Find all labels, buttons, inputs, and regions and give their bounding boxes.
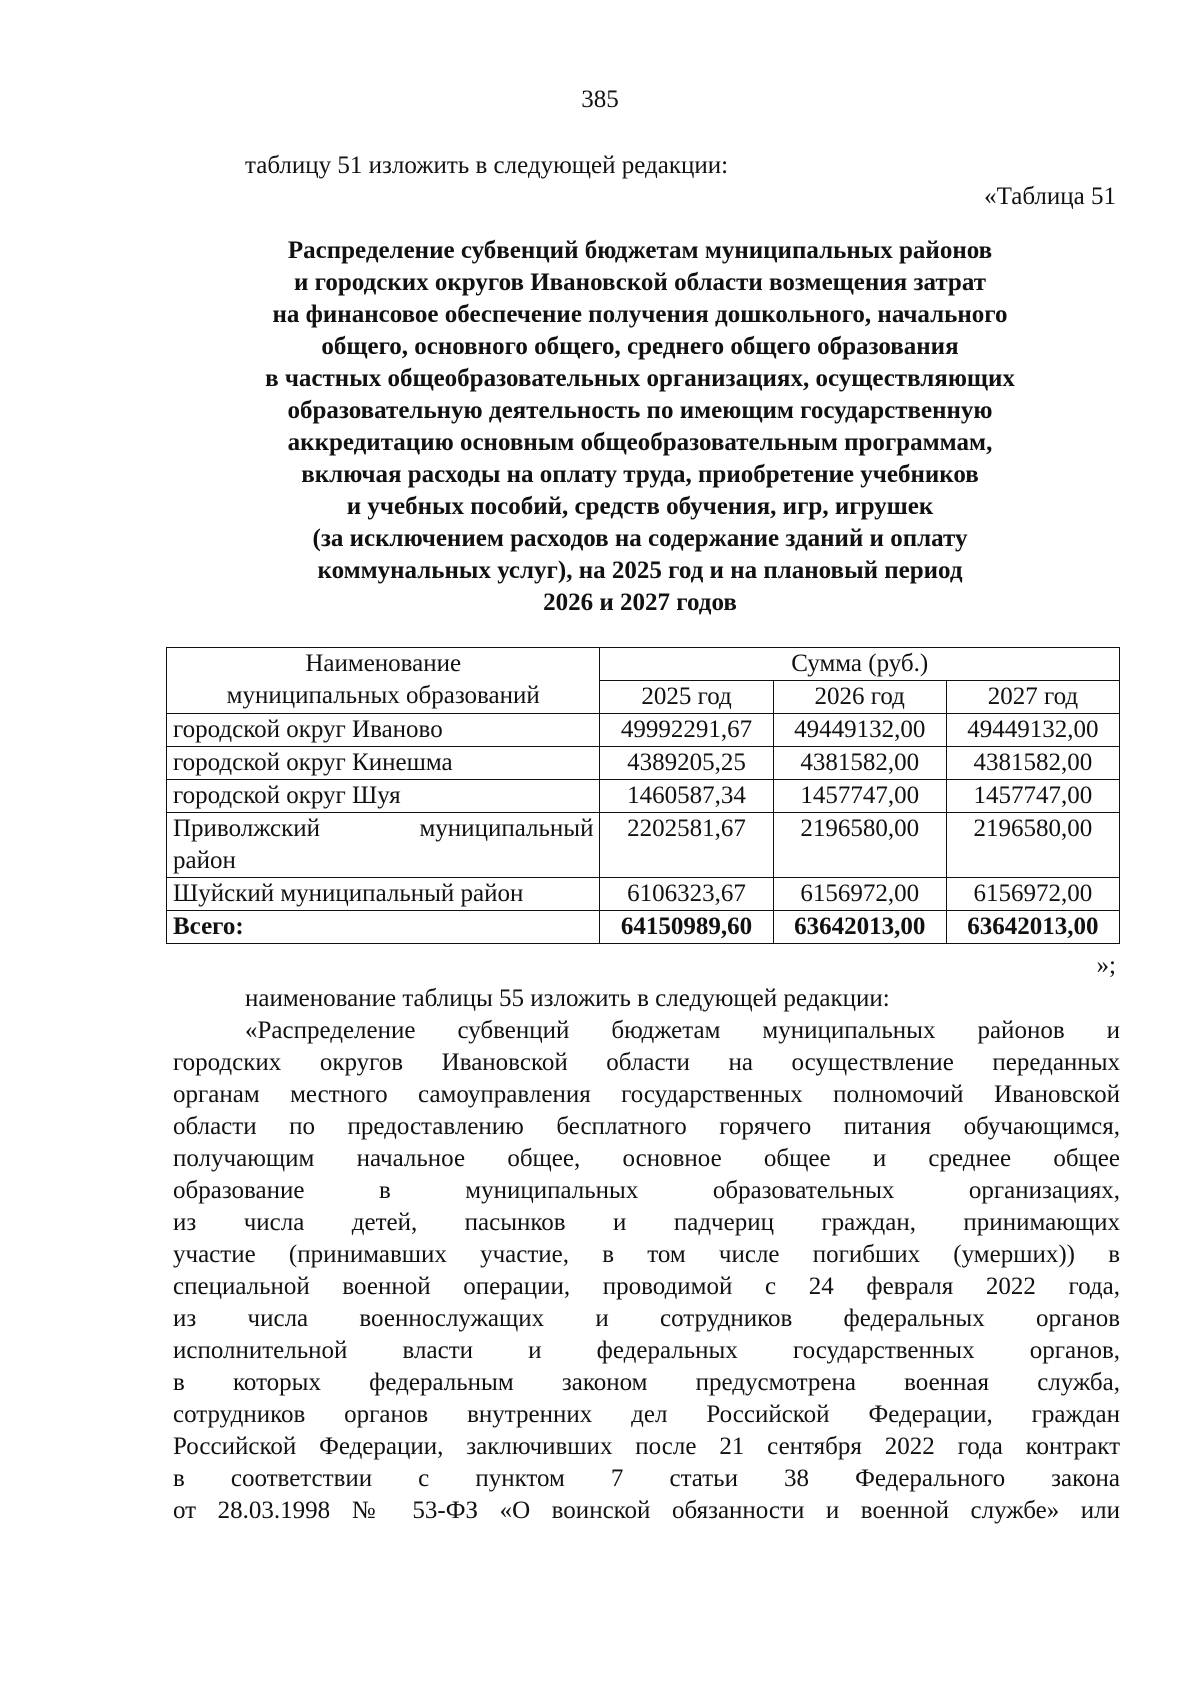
- table-row: [167, 747, 1120, 780]
- title-line: и городских округов Ивановской области возмещения затрат: [294, 269, 986, 296]
- amount-2027: 1457747,00: [946, 780, 1119, 813]
- municipality-name: городской округ Кинешма: [167, 747, 600, 780]
- header-name-cell: [167, 648, 600, 714]
- page-number: 385: [581, 86, 619, 113]
- header-name-line: муниципальных образований: [226, 682, 540, 709]
- header-year-2026: 2026 год: [773, 681, 946, 714]
- subvention-table: [166, 647, 1120, 944]
- body-paragraph: [173, 1015, 1120, 1527]
- amount-2025: 49992291,67: [600, 714, 773, 747]
- table-row: [167, 813, 1120, 878]
- amount-2026: 2196580,00: [773, 813, 946, 878]
- total-2025: 64150989,60: [600, 911, 773, 944]
- body-line: Российской Федерации, заключивших после 21 сентября 2022 года контракт: [173, 1433, 1120, 1460]
- paragraph-intro: наименование таблицы 55 изложить в следующей редакции:: [245, 985, 890, 1012]
- body-line: в которых федеральным законом предусмотрена военная служба,: [173, 1369, 1120, 1396]
- municipality-name: городской округ Иваново: [167, 714, 600, 747]
- table-reference: «Таблица 51: [984, 183, 1116, 210]
- table-total-row: [167, 911, 1120, 944]
- title-line: 2026 и 2027 годов: [543, 589, 737, 616]
- title-line: коммунальных услуг), на 2025 год и на плановый период: [317, 557, 963, 584]
- body-line: органам местного самоуправления государственных полномочий Ивановской: [173, 1081, 1120, 1108]
- table-title: [160, 235, 1120, 619]
- table-header-row: [167, 648, 1120, 681]
- table-row: [167, 878, 1120, 911]
- amount-2025: 1460587,34: [600, 780, 773, 813]
- table-row: [167, 780, 1120, 813]
- total-label: Всего:: [167, 911, 600, 944]
- municipality-name-line: район: [173, 847, 236, 874]
- municipality-name: Шуйский муниципальный район: [167, 878, 600, 911]
- intro-text: таблицу 51 изложить в следующей редакции:: [245, 152, 729, 179]
- closing-quote: »;: [1096, 952, 1116, 979]
- body-line: сотрудников органов внутренних дел Российской Федерации, граждан: [173, 1401, 1120, 1428]
- body-line: исполнительной власти и федеральных государственных органов,: [173, 1337, 1120, 1364]
- title-line: и учебных пособий, средств обучения, игр, игрушек: [346, 493, 934, 520]
- body-line: области по предоставлению бесплатного горячего питания обучающимся,: [173, 1113, 1120, 1140]
- amount-2025: 6106323,67: [600, 878, 773, 911]
- title-line: включая расходы на оплату труда, приобретение учебников: [301, 461, 979, 488]
- amount-2026: 6156972,00: [773, 878, 946, 911]
- amount-2027: 2196580,00: [946, 813, 1119, 878]
- body-line: из числа детей, пасынков и падчериц граждан, принимающих: [173, 1209, 1120, 1236]
- body-line: участие (принимавших участие, в том числе погибших (умерших)) в: [173, 1241, 1120, 1268]
- title-line: на финансовое обеспечение получения дошкольного, начального: [272, 301, 1008, 328]
- table-row: [167, 714, 1120, 747]
- body-line: из числа военнослужащих и сотрудников федеральных органов: [173, 1305, 1120, 1332]
- title-line: (за исключением расходов на содержание зданий и оплату: [312, 525, 968, 552]
- municipality-name: [167, 813, 600, 878]
- header-year-2027: 2027 год: [946, 681, 1119, 714]
- amount-2027: 49449132,00: [946, 714, 1119, 747]
- body-line: от 28.03.1998 № 53-ФЗ «О воинской обязанности и военной службе» или: [173, 1497, 1120, 1524]
- amount-2027: 4381582,00: [946, 747, 1119, 780]
- title-line: аккредитацию основным общеобразовательным программам,: [287, 429, 993, 456]
- body-line: специальной военной операции, проводимой с 24 февраля 2022 года,: [173, 1273, 1120, 1300]
- body-line: городских округов Ивановской области на осуществление переданных: [173, 1049, 1120, 1076]
- title-line: общего, основного общего, среднего общего образования: [321, 333, 959, 360]
- amount-2025: 2202581,67: [600, 813, 773, 878]
- municipality-name: городской округ Шуя: [167, 780, 600, 813]
- amount-2025: 4389205,25: [600, 747, 773, 780]
- municipality-name-line: Приволжский муниципальный: [173, 815, 594, 842]
- total-2027: 63642013,00: [946, 911, 1119, 944]
- body-line: получающим начальное общее, основное общее и среднее общее: [173, 1145, 1120, 1172]
- title-line: образовательную деятельность по имеющим государственную: [287, 397, 993, 424]
- title-line: в частных общеобразовательных организациях, осуществляющих: [265, 365, 1015, 392]
- body-line: образование в муниципальных образовательных организациях,: [173, 1177, 1120, 1204]
- body-line: «Распределение субвенций бюджетам муниципальных районов и: [245, 1017, 1120, 1044]
- header-sum-cell: Сумма (руб.): [600, 648, 1120, 681]
- title-line: Распределение субвенций бюджетам муниципальных районов: [287, 237, 993, 264]
- amount-2026: 49449132,00: [773, 714, 946, 747]
- amount-2027: 6156972,00: [946, 878, 1119, 911]
- header-year-2025: 2025 год: [600, 681, 773, 714]
- amount-2026: 4381582,00: [773, 747, 946, 780]
- header-name-line: Наименование: [305, 650, 462, 677]
- amount-2026: 1457747,00: [773, 780, 946, 813]
- total-2026: 63642013,00: [773, 911, 946, 944]
- body-line: в соответствии с пунктом 7 статьи 38 Федерального закона: [173, 1465, 1120, 1492]
